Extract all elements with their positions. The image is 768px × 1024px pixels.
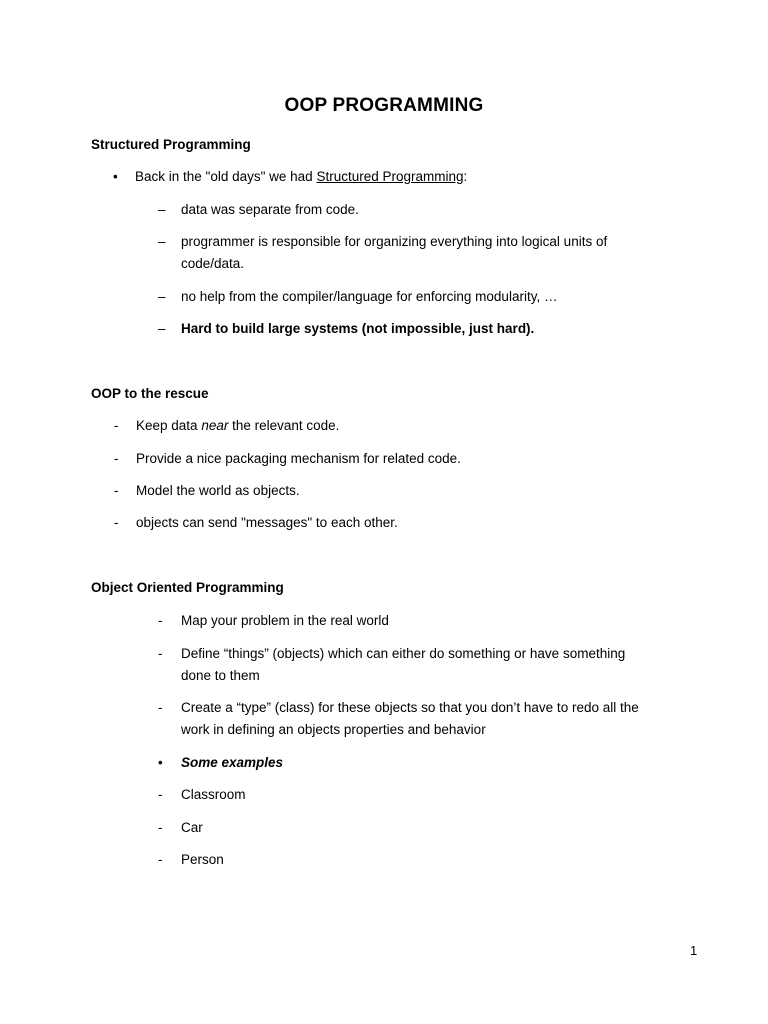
list-item — [158, 643, 625, 687]
list-item — [158, 231, 607, 275]
dash-marker: - — [158, 820, 163, 835]
list-item-text: Model the world as objects. — [136, 483, 300, 498]
list-item — [113, 166, 467, 188]
dash-marker: - — [158, 700, 163, 715]
page-title: OOP PROGRAMMING — [284, 95, 484, 116]
dash-marker: – — [158, 202, 166, 217]
list-item — [158, 318, 534, 340]
text-line: work in defining an objects properties and behavior — [181, 722, 486, 737]
dash-marker: - — [114, 418, 119, 433]
dash-marker: - — [158, 613, 163, 628]
bullet-marker: • — [113, 169, 118, 184]
list-item-text: Person — [181, 852, 224, 867]
dash-marker: – — [158, 234, 166, 249]
text-line: code/data. — [181, 256, 245, 271]
list-item — [158, 697, 639, 741]
list-item-text — [136, 415, 339, 437]
text-line: Create a “type” (class) for these objects so that you don’t have to redo all the — [181, 700, 639, 715]
section-heading-oop-rescue: OOP to the rescue — [91, 386, 209, 401]
list-item-text: Some examples — [181, 755, 284, 770]
list-item — [158, 199, 359, 221]
page-number: 1 — [690, 943, 698, 958]
dash-marker: - — [158, 787, 163, 802]
list-item-text: Map your problem in the real world — [181, 613, 389, 628]
dash-marker: - — [114, 515, 119, 530]
list-item-text — [181, 231, 607, 275]
list-item-text — [135, 166, 467, 188]
text-fragment: : — [463, 169, 468, 184]
italic-term: near — [201, 418, 229, 433]
list-item — [158, 784, 246, 806]
dash-marker: – — [158, 321, 166, 336]
list-item-text: no help from the compiler/language for enforcing modularity, … — [181, 289, 558, 304]
list-item-text: Car — [181, 820, 203, 835]
list-item — [114, 512, 398, 534]
dash-marker: - — [158, 852, 163, 867]
section-heading-structured-programming: Structured Programming — [91, 137, 251, 152]
list-item-text: Hard to build large systems (not impossible, just hard). — [181, 321, 535, 336]
list-item — [158, 286, 557, 308]
list-item — [158, 610, 389, 632]
text-fragment: the relevant code. — [228, 418, 340, 433]
list-item — [158, 817, 203, 839]
list-item-text: Classroom — [181, 787, 246, 802]
text-line: Define “things” (objects) which can either do something or have something — [181, 646, 626, 661]
list-item — [114, 480, 300, 502]
list-item — [158, 752, 283, 774]
dash-marker: - — [158, 646, 163, 661]
bullet-marker: • — [158, 755, 163, 770]
list-item — [114, 448, 461, 470]
text-fragment: Back in the "old days" we had — [135, 169, 317, 184]
list-item-text — [181, 643, 625, 687]
list-item — [114, 415, 339, 437]
dash-marker: - — [114, 451, 119, 466]
list-item-text — [181, 697, 639, 741]
dash-marker: - — [114, 483, 119, 498]
text-line: done to them — [181, 668, 260, 683]
list-item — [158, 849, 224, 871]
underlined-term: Structured Programming — [316, 169, 464, 184]
text-fragment: Keep data — [136, 418, 202, 433]
list-item-text: data was separate from code. — [181, 202, 359, 217]
text-line: programmer is responsible for organizing everything into logical units of — [181, 234, 608, 249]
section-heading-object-oriented-programming: Object Oriented Programming — [91, 580, 284, 595]
dash-marker: – — [158, 289, 166, 304]
list-item-text: objects can send "messages" to each other. — [136, 515, 398, 530]
list-item-text: Provide a nice packaging mechanism for related code. — [136, 451, 461, 466]
